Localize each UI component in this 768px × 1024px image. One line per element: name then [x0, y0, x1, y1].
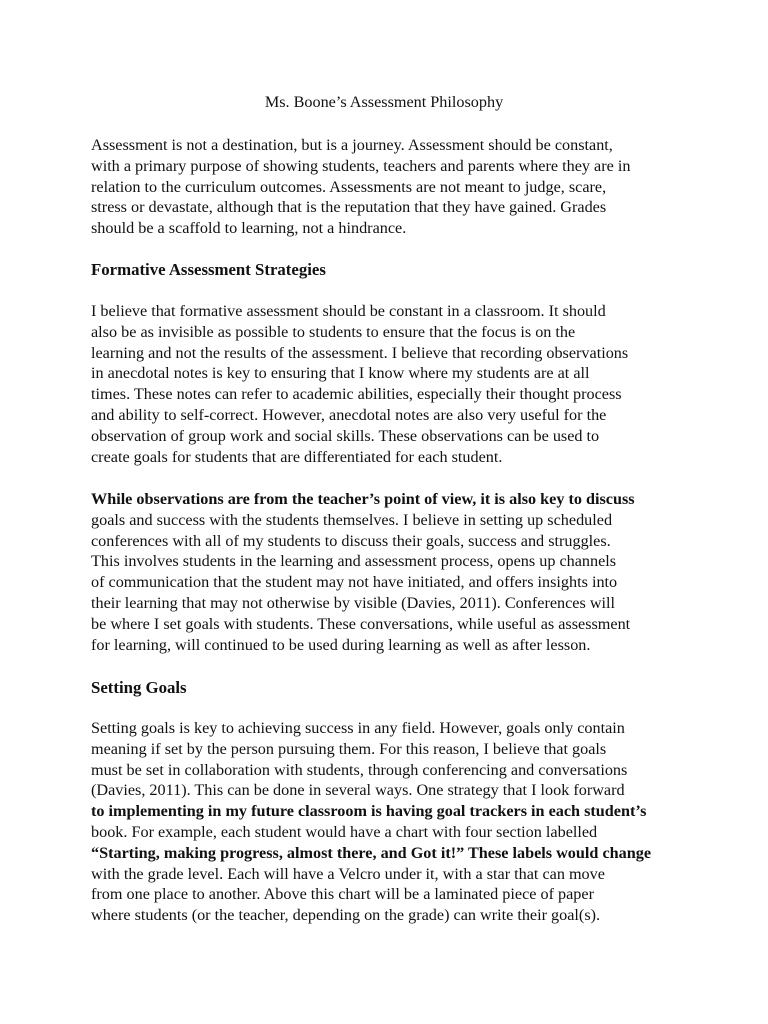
paragraph-line: also be as invisible as possible to students to ensure that the focus is on the: [91, 322, 576, 341]
paragraph-line: in anecdotal notes is key to ensuring that I know where my students are at all: [91, 364, 590, 383]
paragraph-line: to implementing in my future classroom is having goal trackers in each student’s: [91, 802, 647, 821]
paragraph-line: conferences with all of my students to discuss their goals, success and struggles.: [91, 531, 611, 550]
section-heading-setting-goals: Setting Goals: [91, 678, 187, 697]
paragraph-line: be where I set goals with students. These conversations, while useful as assessment: [91, 614, 631, 633]
document-title: Ms. Boone’s Assessment Philosophy: [264, 93, 504, 111]
paragraph-line: learning and not the results of the assessment. I believe that recording observations: [91, 343, 629, 362]
paragraph-line: goals and success with the students themselves. I believe in setting up scheduled: [91, 510, 613, 529]
paragraph-line: Setting goals is key to achieving success in any field. However, goals only contain: [91, 719, 625, 737]
paragraph-line: must be set in collaboration with students, through conferencing and conversations: [91, 760, 628, 779]
paragraph-line: “Starting, making progress, almost there, and Got it!” These labels would change: [91, 843, 652, 862]
paragraph-line: book. For example, each student would have a chart with four section labelled: [91, 822, 598, 841]
paragraph-line: While observations are from the teacher’s point of view, it is also key to discuss: [91, 490, 635, 508]
paragraph-line: of communication that the student may not have initiated, and offers insights into: [91, 573, 618, 592]
paragraph-line: for learning, will continued to be used during learning as well as after lesson.: [91, 635, 591, 654]
paragraph-line: I believe that formative assessment should be constant in a classroom. It should: [91, 302, 606, 320]
paragraph-line: with a primary purpose of showing students, teachers and parents where they are in: [91, 156, 631, 175]
paragraph-line: their learning that may not otherwise by visible (Davies, 2011). Conferences will: [91, 593, 616, 612]
intro-paragraph: [91, 135, 691, 239]
paragraph-line: and ability to self-correct. However, anecdotal notes are also very useful for the: [91, 405, 607, 424]
formative-paragraph-1: [91, 301, 691, 467]
paragraph-line: observation of group work and social skills. These observations can be used to: [91, 426, 600, 445]
paragraph-line: Assessment is not a destination, but is a journey. Assessment should be constant,: [91, 136, 613, 154]
paragraph-line: meaning if set by the person pursuing them. For this reason, I believe that goals: [91, 739, 607, 758]
paragraph-line: with the grade level. Each will have a Velcro under it, with a star that can move: [91, 864, 605, 883]
paragraph-line: This involves students in the learning and assessment process, opens up channels: [91, 552, 617, 571]
paragraph-line: from one place to another. Above this chart will be a laminated piece of paper: [91, 885, 594, 904]
paragraph-line: create goals for students that are differentiated for each student.: [91, 447, 503, 466]
formative-paragraph-2: [91, 489, 691, 655]
paragraph-line: (Davies, 2011). This can be done in several ways. One strategy that I look forward: [91, 781, 625, 800]
paragraph-line: stress or devastate, although that is the reputation that they have gained. Grades: [91, 198, 607, 217]
setting-goals-paragraph: [91, 718, 691, 926]
paragraph-line: times. These notes can refer to academic abilities, especially their thought process: [91, 385, 622, 404]
paragraph-line: relation to the curriculum outcomes. Assessments are not meant to judge, scare,: [91, 177, 607, 196]
paragraph-line: where students (or the teacher, depending on the grade) can write their goal(s).: [91, 906, 601, 925]
section-heading-formative: Formative Assessment Strategies: [91, 260, 326, 279]
paragraph-line: should be a scaffold to learning, not a hindrance.: [91, 219, 407, 238]
